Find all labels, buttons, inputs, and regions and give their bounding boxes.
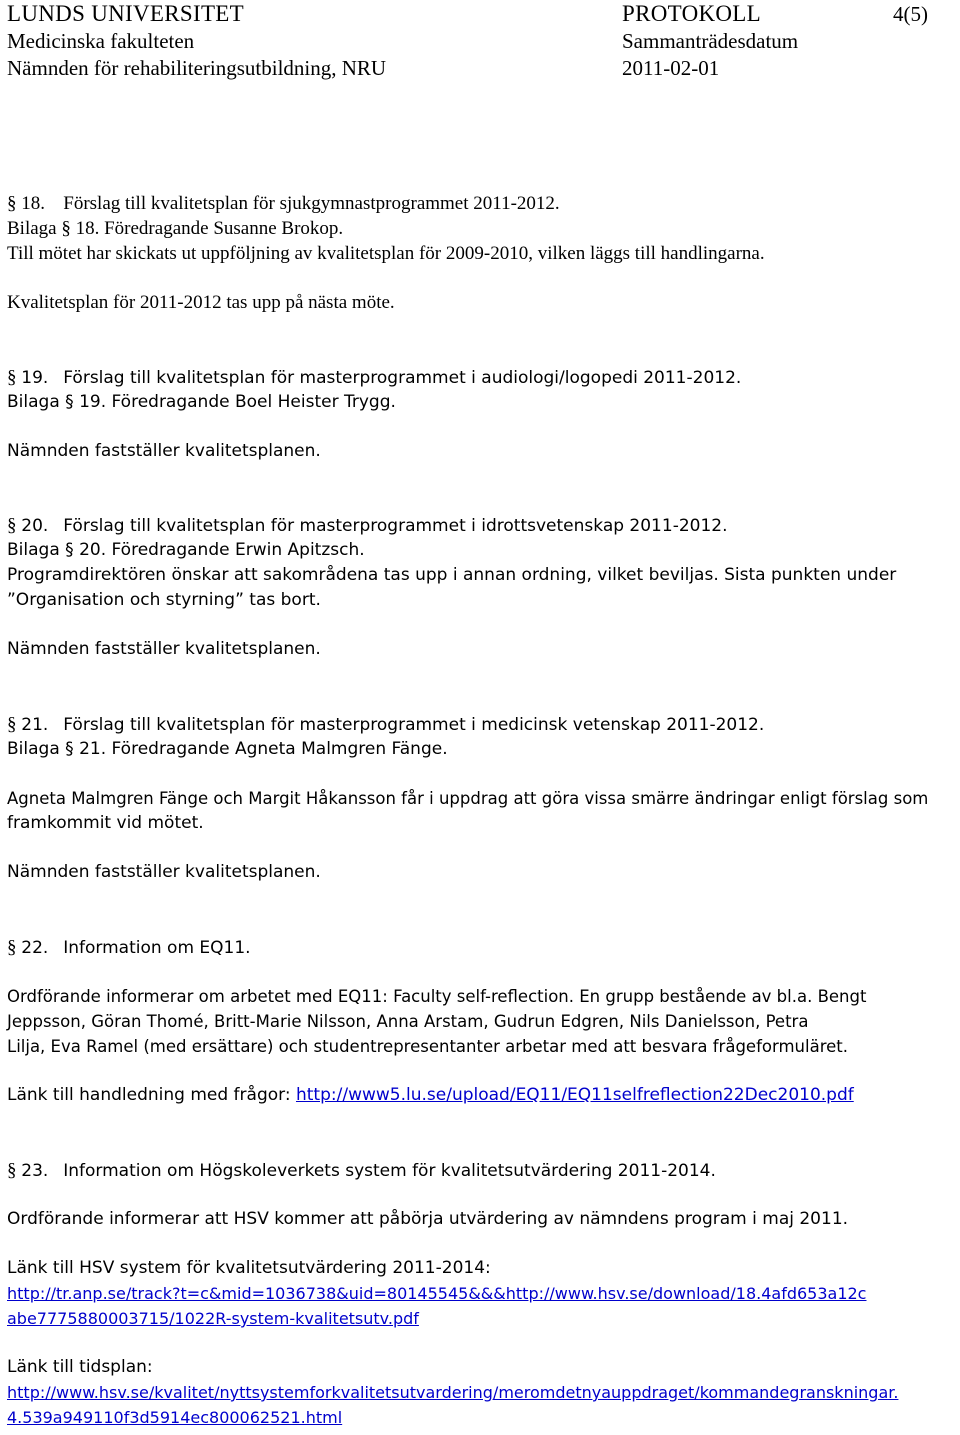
item-18-heading [7, 191, 560, 216]
paragraph-symbol: § [7, 937, 17, 958]
paragraph-symbol: § [65, 392, 74, 412]
item-number: 20. [21, 516, 49, 536]
item-22-text: Lilja, Eva Ramel (med ersättare) och studentrepresentanter arbetar med att besvara frågeformuläret. [7, 1037, 848, 1056]
item-title: Förslag till kvalitetsplan för masterprogrammet i medicinsk vetenskap 2011-2012. [63, 715, 765, 735]
paragraph-symbol: § [65, 540, 74, 560]
hsv-system-link[interactable]: http://tr.anp.se/track?t=c&mid=1036738&uid=80145545&&&http://www.hsv.se/download/18.4afd653a12c [7, 1284, 867, 1303]
item-18-text: Till mötet har skickats ut uppföljning av kvalitetsplan för 2009-2010, vilken läggs till handlingarna. [7, 243, 765, 264]
item-21-text: Agneta Malmgren Fänge och Margit Håkansson får i uppdrag att göra vissa smärre ändringar enligt förslag som [7, 789, 929, 808]
item-22-text: Jeppsson, Göran Thomé, Britt-Marie Nilsson, Anna Arstam, Gudrun Edgren, Nils Danielsson, Petra [7, 1012, 809, 1031]
item-22-text: Ordförande informerar om arbetet med EQ11: Faculty self-reflection. En grupp bestående av bl.a. Bengt [7, 987, 867, 1006]
item-19-decision: Nämnden fastställer kvalitetsplanen. [7, 441, 321, 461]
item-20-bilaga: Bilaga § 20. Föredragande Erwin Apitzsch. [7, 540, 365, 560]
item-number: 22. [21, 938, 49, 958]
item-20-decision: Nämnden fastställer kvalitetsplanen. [7, 639, 321, 659]
item-20-heading [7, 513, 728, 539]
item-number: 21. [21, 715, 49, 735]
item-19-heading [7, 365, 741, 391]
link-label: Länk till handledning med frågor: [7, 1085, 291, 1105]
page-number: 4(5) [893, 2, 928, 26]
timeline-link[interactable]: 4.539a949110f3d5914ec800062521.html [7, 1408, 343, 1427]
paragraph-symbol: § [7, 367, 17, 388]
item-23-link1-label: Länk till HSV system för kvalitetsutvärdering 2011-2014: [7, 1258, 491, 1278]
item-22-link-row [7, 1083, 854, 1108]
item-23-text: Ordförande informerar att HSV kommer att påbörja utvärdering av nämndens program i maj 2011. [7, 1209, 849, 1229]
item-21-text: framkommit vid mötet. [7, 813, 204, 833]
paragraph-symbol: § [7, 1160, 17, 1181]
item-21-decision: Nämnden fastställer kvalitetsplanen. [7, 862, 321, 882]
item-18-text: Kvalitetsplan för 2011-2012 tas upp på nästa möte. [7, 292, 395, 313]
paragraph-symbol: § [7, 193, 17, 214]
item-23-heading [7, 1158, 716, 1184]
item-title: Information om Högskoleverkets system för kvalitetsutvärdering 2011-2014. [63, 1161, 716, 1181]
item-number: 18. [21, 193, 45, 214]
item-title: Förslag till kvalitetsplan för masterprogrammet i idrottsvetenskap 2011-2012. [63, 516, 728, 536]
item-20-text: Programdirektören önskar att sakområdena tas upp i annan ordning, vilket beviljas. Sista punkten under [7, 565, 897, 585]
timeline-link[interactable]: http://www.hsv.se/kvalitet/nyttsystemforkvalitetsutvardering/meromdetnyauppdraget/kommandegranskningar. [7, 1383, 899, 1402]
item-21-bilaga: Bilaga § 21. Föredragande Agneta Malmgren Fänge. [7, 739, 448, 759]
item-number: 23. [21, 1161, 49, 1181]
paragraph-symbol: § [7, 515, 17, 536]
item-21-heading [7, 712, 764, 738]
university-name: LUNDS UNIVERSITET [7, 1, 244, 26]
item-23-link2-label: Länk till tidsplan: [7, 1357, 153, 1377]
faculty-name: Medicinska fakulteten [7, 29, 195, 53]
eq11-guide-link[interactable]: http://www5.lu.se/upload/EQ11/EQ11selfreflection22Dec2010.pdf [295, 1085, 854, 1105]
item-19-bilaga: Bilaga § 19. Föredragande Boel Heister Trygg. [7, 392, 396, 412]
item-22-heading [7, 935, 251, 961]
date-label: Sammanträdesdatum [622, 29, 799, 53]
meeting-date: 2011-02-01 [622, 56, 720, 80]
item-18-bilaga: Bilaga § 18. Föredragande Susanne Brokop. [7, 218, 344, 239]
item-title: Information om EQ11. [63, 938, 251, 958]
committee-name: Nämnden för rehabiliteringsutbildning, NRU [7, 56, 387, 80]
paragraph-symbol: § [7, 714, 17, 735]
item-number: 19. [21, 368, 49, 388]
paragraph-symbol: § [61, 218, 71, 239]
item-20-text: ”Organisation och styrning” tas bort. [7, 590, 321, 610]
item-title: Förslag till kvalitetsplan för sjukgymnastprogrammet 2011-2012. [63, 193, 560, 214]
document-type: PROTOKOLL [622, 1, 762, 26]
paragraph-symbol: § [65, 739, 74, 759]
hsv-system-link[interactable]: abe7775880003715/1022R-system-kvalitetsutv.pdf [7, 1309, 419, 1328]
item-title: Förslag till kvalitetsplan för masterprogrammet i audiologi/logopedi 2011-2012. [63, 368, 742, 388]
